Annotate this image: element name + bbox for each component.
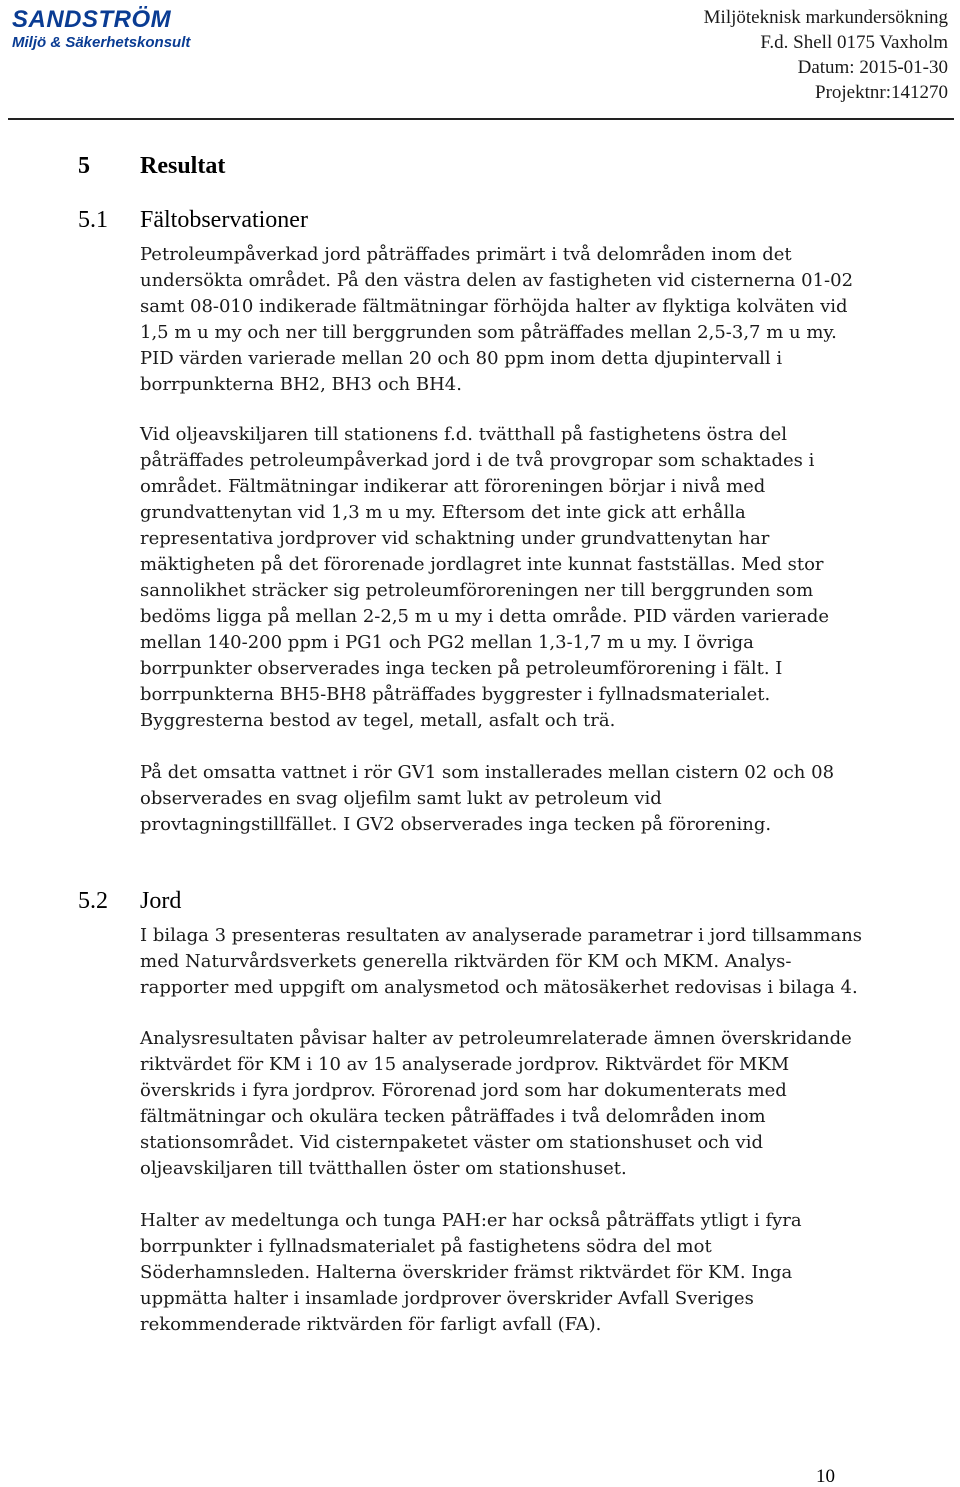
subsection-heading-faltobservationer (78, 204, 308, 236)
text-line: provtagningstillfället. I GV2 observerades inga tecken på förorening. (140, 814, 772, 835)
project-number: Projektnr:141270 (815, 82, 948, 103)
text-line: området. Fältmätningar indikerar att föroreningen börjar i nivå med (140, 476, 766, 497)
paragraph-soil-3 (140, 1208, 840, 1338)
subsection-title: Jord (140, 888, 182, 914)
text-line: borrpunkter observerades inga tecken på petroleumförorening i fält. I (140, 658, 783, 679)
text-line: PID värden varierade mellan 20 och 80 ppm inom detta djupintervall i (140, 348, 783, 369)
text-line: observerades en svag oljefilm samt lukt av petroleum vid (140, 788, 662, 809)
text-line: borrpunkterna BH5-BH8 påträffades byggrester i fyllnadsmaterialet. (140, 684, 771, 705)
text-line: Analysresultaten påvisar halter av petroleumrelaterade ämnen överskridande (140, 1028, 852, 1049)
text-line: samt 08-010 indikerade fältmätningar förhöjda halter av flyktiga kolväten vid (140, 296, 848, 317)
paragraph-soil-2 (140, 1026, 852, 1182)
text-line: mäktigheten på det förorenade jordlagret inte kunnat fastställas. Med stor (140, 554, 824, 575)
report-date: Datum: 2015-01-30 (797, 57, 948, 78)
text-line: Byggresterna bestod av tegel, metall, asfalt och trä. (140, 710, 616, 731)
text-line: undersökta området. På den västra delen av fastigheten vid cisternerna 01-02 (140, 270, 854, 291)
text-line: påträffades petroleumpåverkad jord i de två provgropar som schaktades i (140, 450, 815, 471)
report-title: Miljöteknisk markundersökning (703, 7, 948, 28)
text-line: 1,5 m u my och ner till berggrunden som påträffades mellan 2,5-3,7 m u my. (140, 322, 837, 343)
text-line: stationsområdet. Vid cisternpaketet väster om stationshuset och vid (140, 1132, 763, 1153)
text-line: borrpunkter i fyllnadsmaterialet på fastighetens södra del mot (140, 1236, 712, 1257)
paragraph-field-observations-2 (140, 422, 840, 734)
section-number: 5 (78, 153, 90, 179)
text-line: uppmätta halter i insamlade jordprover överskrider Avfall Sveriges (140, 1288, 754, 1309)
text-line: representativa jordprover vid schaktning under grundvattenytan har (140, 528, 770, 549)
text-line: riktvärdet för KM i 10 av 15 analyserade jordprov. Riktvärdet för MKM (140, 1054, 790, 1075)
document-header-info (704, 5, 948, 105)
paragraph-soil-1 (140, 923, 863, 1001)
header-divider (8, 118, 954, 120)
company-name: SANDSTRÖM (12, 6, 172, 33)
text-line: överskrids i fyra jordprov. Förorenad jord som har dokumenterats med (140, 1080, 787, 1101)
text-line: rapporter med uppgift om analysmetod och mätosäkerhet redovisas i bilaga 4. (140, 977, 858, 998)
paragraph-field-observations-3 (140, 760, 840, 838)
site-name: F.d. Shell 0175 Vaxholm (760, 32, 948, 53)
text-line: fältmätningar och okulära tecken påträffades i två delområden inom (140, 1106, 766, 1127)
text-line: I bilaga 3 presenteras resultaten av analyserade parametrar i jord tillsammans (140, 925, 863, 946)
page-number: 10 (816, 1466, 835, 1487)
subsection-heading-jord (78, 885, 181, 917)
section-title: Resultat (140, 153, 226, 179)
text-line: oljeavskiljaren till tvätthallen öster om stationshuset. (140, 1158, 627, 1179)
subsection-title: Fältobservationer (140, 207, 308, 233)
subsection-number: 5.2 (78, 888, 108, 914)
text-line: bedöms ligga på mellan 2-2,5 m u my i detta område. PID värden varierade (140, 606, 830, 627)
section-heading (78, 150, 225, 182)
text-line: Petroleumpåverkad jord påträffades primärt i två delområden inom det (140, 244, 792, 265)
company-logo (12, 6, 190, 52)
company-tagline: Miljö & Säkerhetskonsult (12, 34, 191, 51)
text-line: sannolikhet sträcker sig petroleumföroreningen ner till berggrunden som (140, 580, 814, 601)
subsection-number: 5.1 (78, 207, 108, 233)
text-line: Vid oljeavskiljaren till stationens f.d. tvätthall på fastighetens östra del (140, 424, 787, 445)
text-line: rekommenderade riktvärden för farligt avfall (FA). (140, 1314, 602, 1335)
text-line: mellan 140-200 ppm i PG1 och PG2 mellan 1,3-1,7 m u my. I övriga (140, 632, 754, 653)
text-line: grundvattenytan vid 1,3 m u my. Eftersom det inte gick att erhålla (140, 502, 746, 523)
text-line: På det omsatta vattnet i rör GV1 som installerades mellan cistern 02 och 08 (140, 762, 835, 783)
text-line: Söderhamnsleden. Halterna överskrider främst riktvärdet för KM. Inga (140, 1262, 793, 1283)
paragraph-field-observations-1 (140, 242, 854, 398)
text-line: Halter av medeltunga och tunga PAH:er har också påträffats ytligt i fyra (140, 1210, 802, 1231)
text-line: med Naturvårdsverkets generella riktvärden för KM och MKM. Analys- (140, 951, 792, 972)
text-line: borrpunkterna BH2, BH3 och BH4. (140, 374, 462, 395)
